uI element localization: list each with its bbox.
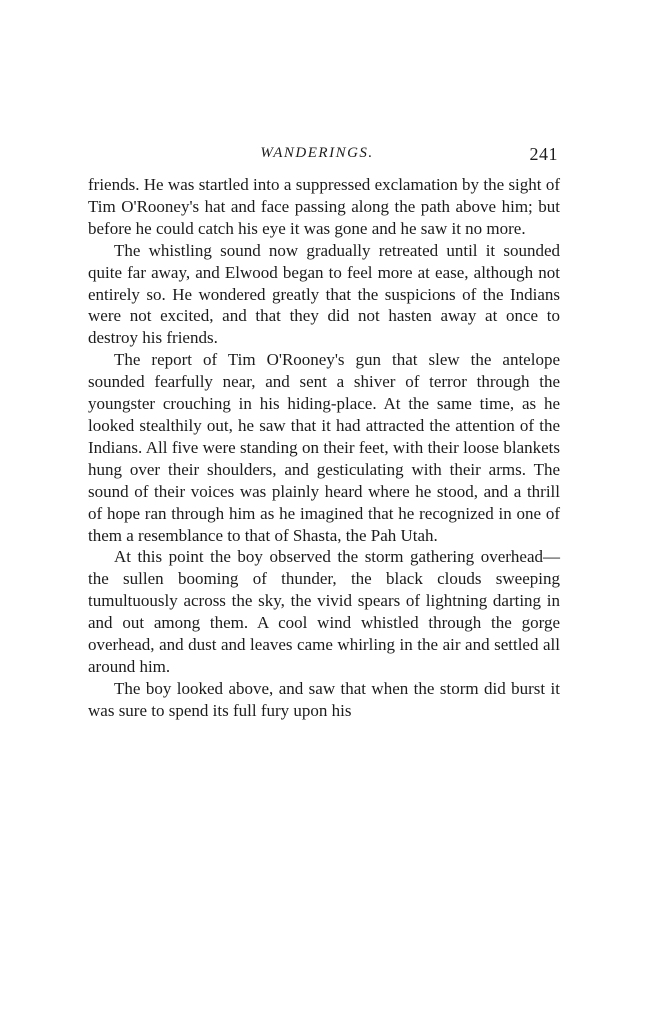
body-text [88,174,560,722]
running-head [88,140,560,174]
paragraph: The report of Tim O'Rooney's gun that slew the antelope sounded fearfully near, and sent a shiver of terror through the youngster crouching in his hiding-place. At the same time, as he looked stealthily out, he saw that it had attracted the attention of the Indians. All five were standing on their feet, with their loose blankets hung over their shoulders, and gesticulating with their arms. The sound of their voices was plainly heard where he stood, and a thrill of hope ran through him as he imagined that he recognized in one of them a resemblance to that of Shasta, the Pah Utah. [88,350,560,545]
book-page [88,140,560,722]
paragraph: The boy looked above, and saw that when the storm did burst it was sure to spend its full fury upon his [88,678,560,720]
paragraph: The whistling sound now gradually retreated until it sounded quite far away, and Elwood began to feel more at ease, although not entirely so. He wondered greatly that the suspicions of the Indians were not excited, and that they did not hasten away at once to destroy his friends. [88,240,560,348]
running-title: WANDERINGS. [260,145,374,161]
page-number: 241 [529,144,558,164]
paragraph-continued: friends. He was startled into a suppressed exclamation by the sight of Tim O'Rooney's hat and face passing along the path above him; but before he could catch his eye it was gone and he saw it no more. [88,175,560,238]
paragraph: At this point the boy observed the storm gathering overhead—the sullen booming of thunder, the black clouds sweeping tumultuously across the sky, the vivid spears of lightning darting in and out among them. A cool wind whistled through the gorge overhead, and dust and leaves came whirling in the air and settled all around him. [88,547,560,676]
